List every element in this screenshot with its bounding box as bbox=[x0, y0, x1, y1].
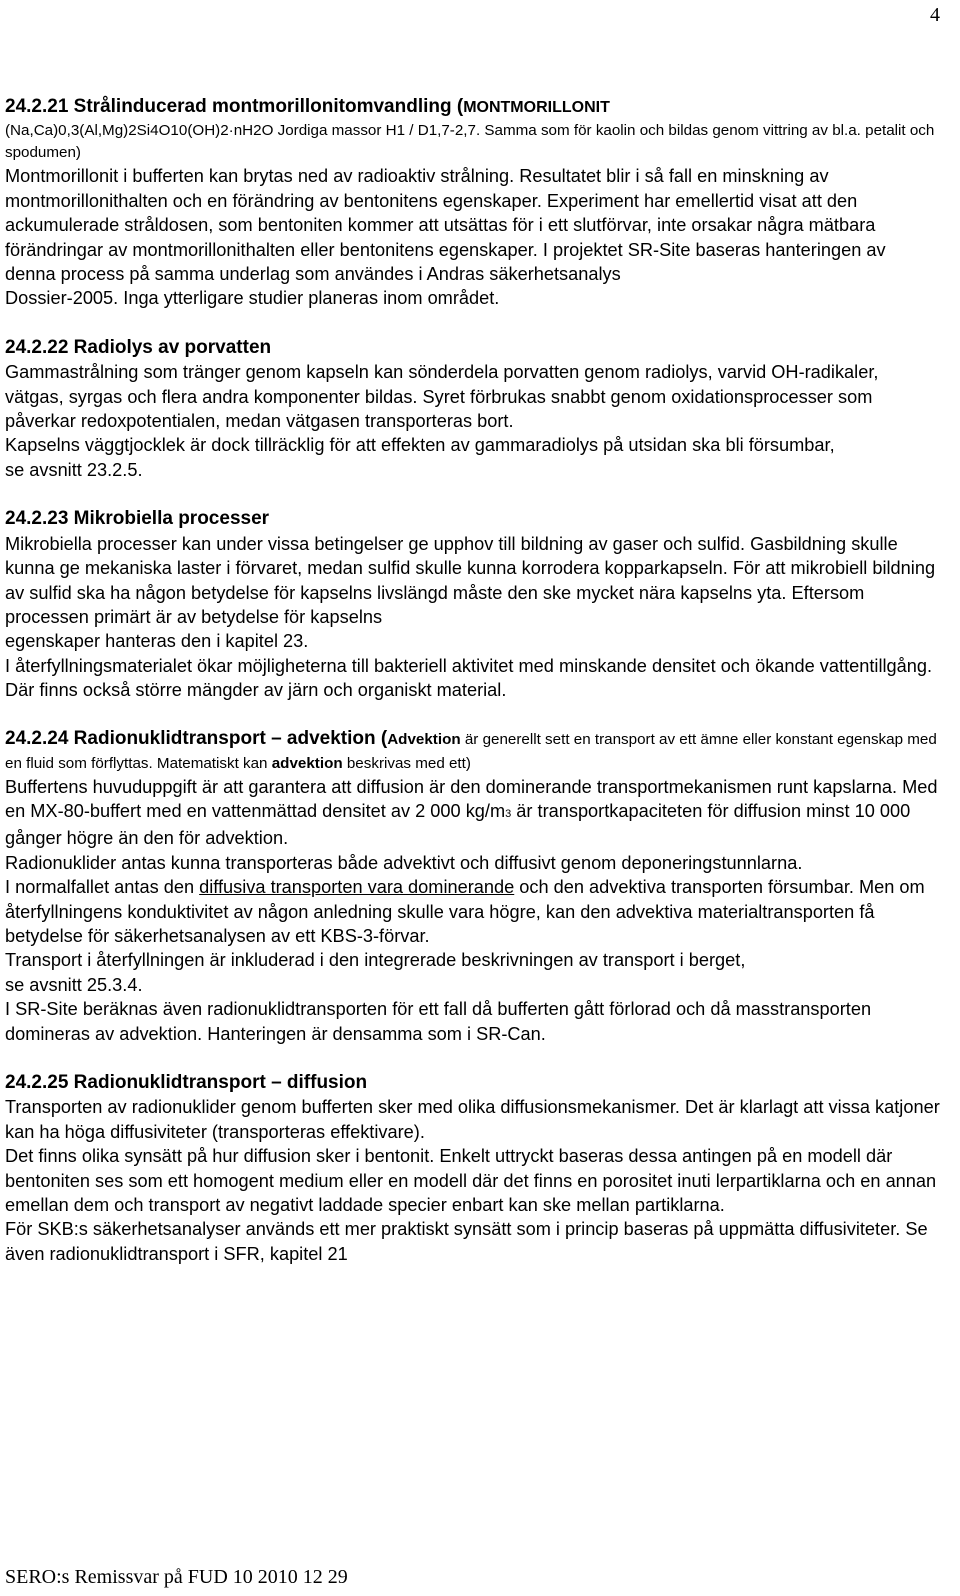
section-23-paragraph-2: egenskaper hanteras den i kapitel 23. bbox=[5, 631, 309, 652]
section-24-paragraph-2: Radionuklider antas kunna transporteras både advektivt och diffusivt genom deponeringstunnlarna. bbox=[5, 852, 803, 873]
section-number: 24.2.21 bbox=[5, 96, 74, 117]
advektion-term: Advektion bbox=[387, 730, 461, 748]
document-body bbox=[5, 94, 940, 1266]
section-22-paragraph-3: se avsnitt 23.2.5. bbox=[5, 459, 143, 480]
section-24-paragraph-5: se avsnitt 25.3.4. bbox=[5, 974, 143, 995]
section-25-paragraph: Transporten av radionuklider genom bufferten sker med olika diffusionsmekanismer. Det är klarlagt att vissa katjoner kan ha höga diffusiviteter (transporteras effektivare). bbox=[5, 1097, 940, 1142]
section-title: Strålinducerad montmorillonitomvandling ( bbox=[73, 96, 464, 117]
section-23-paragraph-3: I återfyllningsmaterialet ökar möjligheterna till bakteriell aktivitet med minskande densitet och ökande vattentillgång. Där finns också större mängder av järn och organiskt material. bbox=[5, 655, 933, 701]
section-24-paragraph-4: Transport i återfyllningen är inkluderad i den integrerade beskrivningen av transport i berget, bbox=[5, 950, 746, 971]
unit-subscript: 3 bbox=[505, 807, 512, 820]
page-number: 4 bbox=[930, 4, 940, 26]
section-title: Radionuklidtransport – advektion ( bbox=[73, 727, 388, 749]
section-22-paragraph: Gammastrålning som tränger genom kapseln kan sönderdela porvatten genom radiolys, varvid OH-radikaler, vätgas, syrgas och flera andra komponenter bildas. Syret förbrukas snabbt genom oxidationsprocesser som påverkar redoxpotentialen, medan vätgasen transporteras bort. bbox=[5, 362, 879, 432]
section-25-heading bbox=[5, 1070, 940, 1095]
section-23-heading bbox=[5, 506, 940, 531]
section-number: 24.2.22 bbox=[5, 336, 74, 358]
section-title: Mikrobiella processer bbox=[73, 508, 270, 530]
section-21-paragraph: Montmorillonit i bufferten kan brytas ned av radioaktiv strålning. Resultatet blir i så fall en minskning av montmorillonithalten och en förändring av bentonitens egenskaper. Experiment har emellertid visat att den ackumulerade stråldosen, som bentoniten kommer att utsättas för i ett slutförvar, inte orsakar några mätbara förändringar av montmorillonithalten eller bentonitens egenskaper. I projektet SR-Site baseras hanteringen av denna process på samma underlag som användes i Andras säkerhetsanalys bbox=[5, 166, 886, 285]
section-22-heading bbox=[5, 335, 940, 360]
section-23-paragraph: Mikrobiella processer kan under vissa betingelser ge upphov till bildning av gaser och sulfid. Gasbildning skulle kunna ge mekaniska laster i förvaret, medan sulfid skulle kunna korrodera kopparkapseln. För att mikrobiell bildning av sulfid ska ha någon betydelse för kapselns livslängd måste den ske mycket nära kapselns yta. Eftersom processen primärt är av betydelse för kapselns bbox=[5, 533, 936, 627]
section-24-paragraph-6: I SR-Site beräknas även radionuklidtransporten för ett fall då bufferten gått förlorad och då masstransporten domineras av advektion. Hanteringen är densamma som i SR-Can. bbox=[5, 999, 872, 1044]
section-24-paragraph bbox=[5, 775, 940, 851]
section-number: 24.2.23 bbox=[5, 508, 74, 530]
section-24-paragraph-3 bbox=[5, 875, 940, 948]
section-title: Radiolys av porvatten bbox=[73, 336, 272, 358]
text-run: I normalfallet antas den bbox=[5, 877, 200, 898]
advektion-definition: är generellt sett en transport av ett ämne eller konstant egenskap med en fluid som förflyttas. Matematiskt kan bbox=[5, 730, 937, 772]
section-title: Radionuklidtransport – diffusion bbox=[73, 1072, 368, 1093]
section-24-heading bbox=[5, 727, 940, 775]
text-run: och den advektiva transporten försumbar. Men om återfyllningens konduktivitet av någon anledning skulle vara högre, kan den advektiva materialtransporten få betydelse för säkerhetsanalysen av ett KBS-3-förvar. bbox=[5, 877, 925, 946]
text-run: är transportkapaciteten för diffusion minst 10 000 gånger högre än den för advektion. bbox=[5, 800, 911, 849]
section-25-paragraph-3: För SKB:s säkerhetsanalyser används ett mer praktiskt synsätt som i princip baseras på uppmätta diffusiviteter. Se även radionuklidtransport i SFR, kapitel 21 bbox=[5, 1219, 928, 1264]
advektion-definition-2: beskrivas med ett) bbox=[342, 754, 471, 772]
underlined-text: diffusiva transporten vara dominerande bbox=[199, 877, 515, 898]
page-footer: SERO:s Remissvar på FUD 10 2010 12 29 bbox=[5, 1566, 348, 1588]
section-21-paragraph-2: Dossier-2005. Inga ytterligare studier planeras inom området. bbox=[5, 288, 500, 309]
section-25-paragraph-2: Det finns olika synsätt på hur diffusion sker i bentonit. Enkelt uttryckt baseras dessa antingen på en modell där bentoniten ses som ett homogent medium eller en modell där det finns en porositet inuti lerpartiklarna och en annan emellan dem och transport av negativt laddade specier enbart kan ske mellan partiklarna. bbox=[5, 1146, 937, 1216]
section-22-paragraph-2: Kapselns väggtjocklek är dock tillräcklig för att effekten av gammaradiolys på utsidan ska bli försumbar, bbox=[5, 435, 835, 456]
text-run: Buffertens huvuduppgift är att garantera att diffusion är den dominerande transportmekanismen runt kapslarna. Med en MX-80-buffert med en vattenmättad densitet av 2 000 kg/m bbox=[5, 776, 938, 821]
section-number: 24.2.25 bbox=[5, 1072, 74, 1093]
section-number: 24.2.24 bbox=[5, 727, 74, 749]
section-21-formula: (Na,Ca)0,3(Al,Mg)2Si4O10(OH)2·nH2O Jordiga massor H1 / D1,7-2,7. Samma som för kaolin och bildas genom vittring av bl.a. petalit och spodumen) bbox=[5, 122, 935, 162]
section-21-heading bbox=[5, 94, 940, 120]
advektion-term-2: advektion bbox=[271, 754, 343, 772]
section-title-caps: MONTMORILLONIT bbox=[463, 99, 610, 116]
